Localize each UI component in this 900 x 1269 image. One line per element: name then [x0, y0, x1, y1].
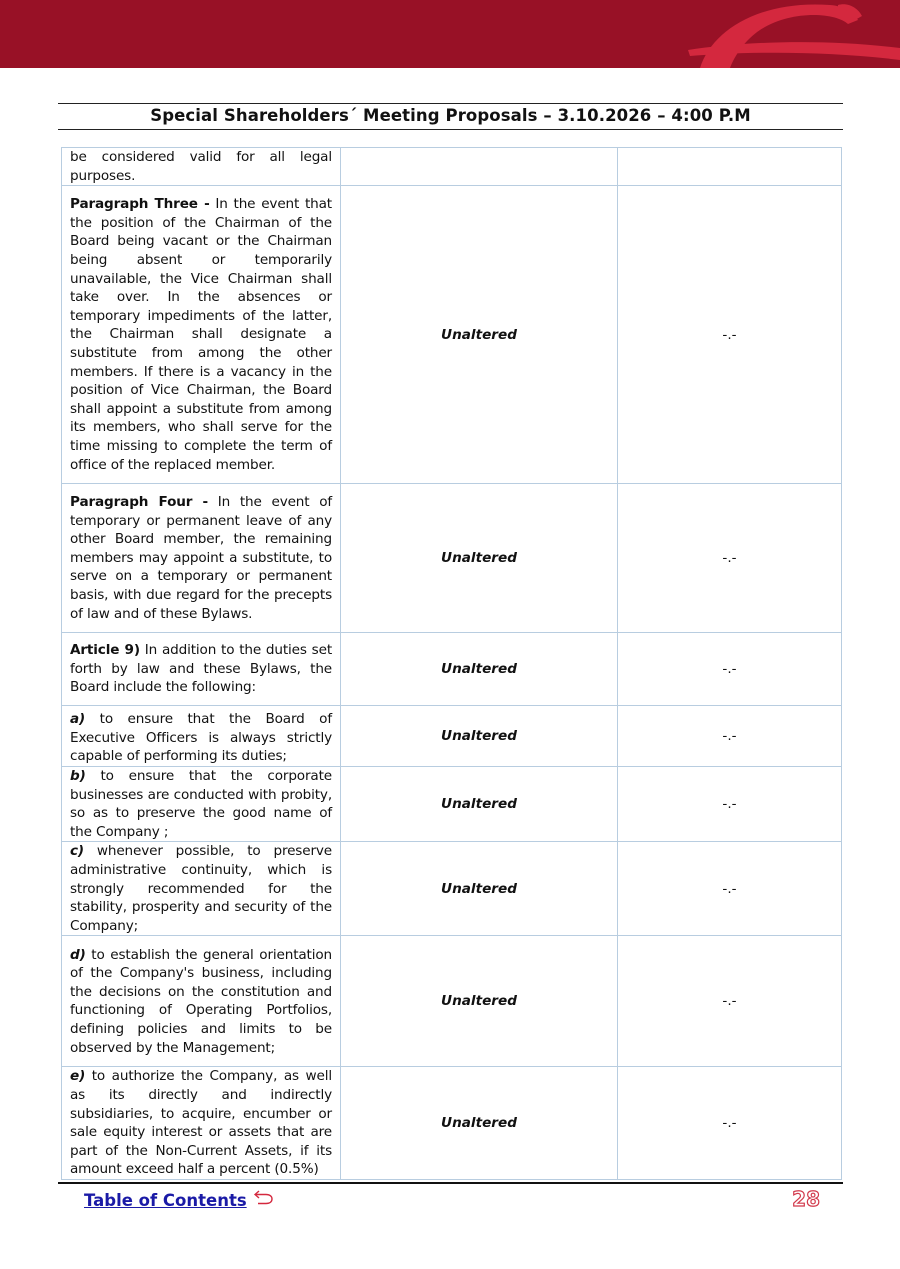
- title-rule-top: [58, 103, 843, 104]
- clause-text: to ensure that the Board of Executive Officers is always strictly capable of performing its duties;: [70, 711, 332, 765]
- bylaw-text-cell: [62, 766, 341, 841]
- status-cell: Unaltered: [341, 186, 618, 484]
- page-title: Special Shareholders´ Meeting Proposals – 3.10.2026 – 4:00 P.M: [150, 106, 751, 125]
- clause-lead: Paragraph Three -: [70, 196, 210, 213]
- bylaw-text-cell: [62, 706, 341, 767]
- bylaw-text-cell: [62, 484, 341, 633]
- clause-text: to ensure that the corporate businesses are conducted with probity, so as to preserve the good name of the Company ;: [70, 767, 332, 840]
- table-row: [62, 484, 842, 633]
- clause-text: to establish the general orientation of the Company's business, including the decisions on the constitution and functioning of Operating Portfolios, defining policies and limits to be observed by the Management;: [70, 946, 332, 1056]
- table-row: [62, 186, 842, 484]
- table-of-contents-link[interactable]: Table of Contents: [84, 1191, 247, 1210]
- top-banner: [0, 0, 900, 68]
- proposals-table: [61, 147, 842, 1180]
- status-cell: [341, 148, 618, 186]
- return-arrow-icon[interactable]: [253, 1188, 275, 1208]
- clause-lead: Article 9): [70, 642, 140, 659]
- justification-cell: -.-: [618, 1067, 842, 1180]
- status-cell: Unaltered: [341, 766, 618, 841]
- clause-text: In addition to the duties set forth by law and these Bylaws, the Board include the following:: [70, 642, 333, 696]
- clause-lead: d): [70, 946, 86, 963]
- justification-cell: -.-: [618, 186, 842, 484]
- title-rule-bottom: [58, 129, 843, 130]
- clause-text: whenever possible, to preserve administrative continuity, which is strongly recommended for the stability, prosperity and security of the Company;: [70, 843, 332, 934]
- clause-text: In the event of temporary or permanent leave of any other Board member, the remaining members may appoint a substitute, to serve on a temporary or permanent basis, with due regard for the precepts of law and of these Bylaws.: [70, 494, 333, 622]
- table-row: [62, 706, 842, 767]
- clause-text: to authorize the Company, as well as its directly and indirectly subsidiaries, to acquire, encumber or sale equity interest or assets that are part of the Non-Current Assets, if its amount exceed half a percent (0.5%): [70, 1068, 332, 1178]
- bylaw-text-cell: [62, 842, 341, 936]
- justification-cell: -.-: [618, 842, 842, 936]
- status-cell: Unaltered: [341, 1067, 618, 1180]
- justification-cell: -.-: [618, 484, 842, 633]
- justification-cell: -.-: [618, 936, 842, 1067]
- justification-cell: -.-: [618, 633, 842, 706]
- clause-lead: a): [70, 711, 86, 728]
- clause-lead: Paragraph Four -: [70, 494, 209, 511]
- table-row: [62, 842, 842, 936]
- bylaw-text-cell: [62, 186, 341, 484]
- bylaw-text-cell: [62, 1067, 341, 1180]
- clause-lead: c): [70, 843, 84, 860]
- logo-swirl-icon: [0, 0, 900, 68]
- table-row: [62, 148, 842, 186]
- status-cell: Unaltered: [341, 633, 618, 706]
- table-row: [62, 766, 842, 841]
- table-row: [62, 1067, 842, 1180]
- table-row: [62, 936, 842, 1067]
- proposals-table-body: [62, 148, 842, 1180]
- clause-lead: e): [70, 1068, 86, 1085]
- status-cell: Unaltered: [341, 706, 618, 767]
- status-cell: Unaltered: [341, 484, 618, 633]
- footer-rule: [58, 1182, 843, 1184]
- justification-cell: [618, 148, 842, 186]
- clause-text: be considered valid for all legal purposes.: [70, 149, 332, 184]
- bylaw-text-cell: [62, 936, 341, 1067]
- justification-cell: -.-: [618, 766, 842, 841]
- status-cell: Unaltered: [341, 842, 618, 936]
- clause-text: In the event that the position of the Chairman of the Board being vacant or the Chairman being absent or temporarily unavailable, the Vice Chairman shall take over. In the absences or temporary impediments of the latter, the Chairman shall designate a substitute from among the other members. If there is a vacancy in the position of Vice Chairman, the Board shall appoint a substitute from among its members, who shall serve for the time missing to complete the term of office of the replaced member.: [70, 196, 332, 473]
- justification-cell: -.-: [618, 706, 842, 767]
- table-row: [62, 633, 842, 706]
- bylaw-text-cell: [62, 633, 341, 706]
- status-cell: Unaltered: [341, 936, 618, 1067]
- page-number: 28: [792, 1187, 820, 1211]
- bylaw-text-cell: [62, 148, 341, 186]
- clause-lead: b): [70, 767, 86, 784]
